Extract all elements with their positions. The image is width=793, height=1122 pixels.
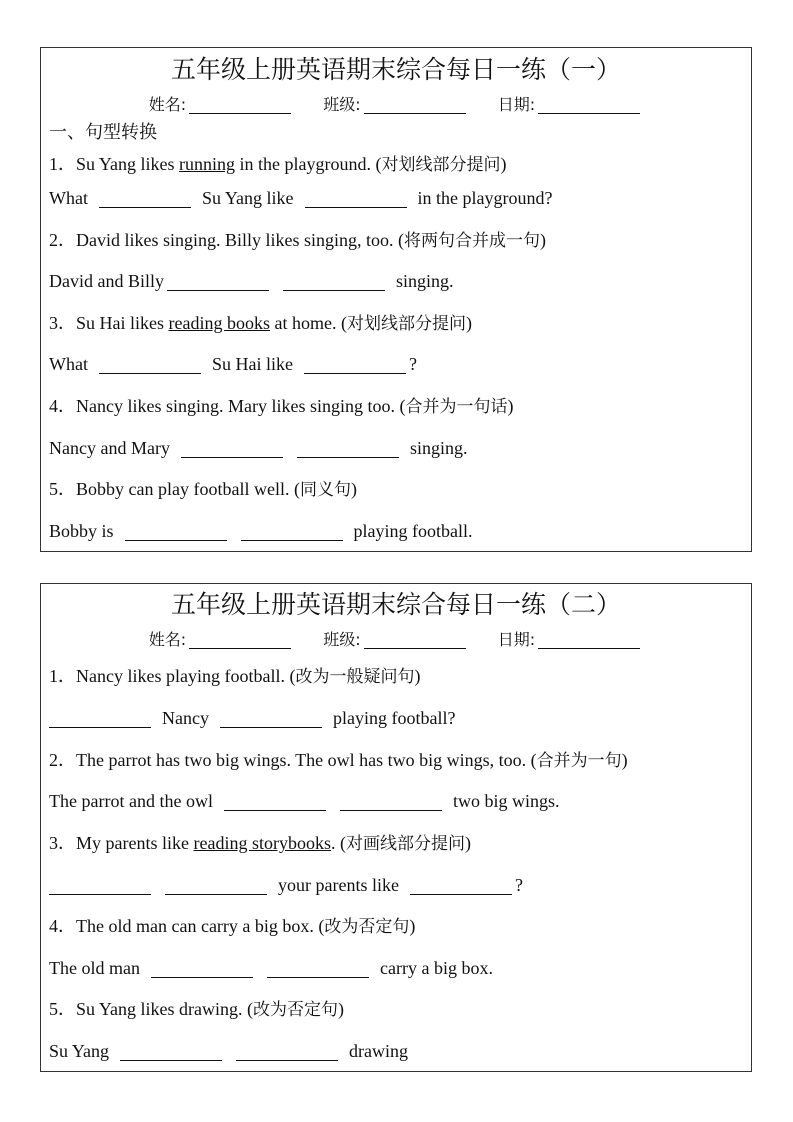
- answer-blank[interactable]: [305, 191, 407, 208]
- answer-2: The parrot and the owl two big wings.: [49, 791, 560, 811]
- question-4: 4．Nancy likes singing. Mary likes singing too. (合并为一句话): [49, 396, 514, 417]
- answer-blank[interactable]: [267, 961, 369, 978]
- exercise-title: 五年级上册英语期末综合每日一练（二）: [170, 590, 621, 619]
- student-info-row: [41, 630, 751, 650]
- answer-blank[interactable]: [49, 878, 151, 895]
- answer-2: David and Billy singing.: [49, 271, 454, 291]
- answer-blank[interactable]: [224, 794, 326, 811]
- question-4: 4．The old man can carry a big box. (改为否定句): [49, 916, 416, 937]
- answer-1: What Su Yang like in the playground?: [49, 188, 553, 208]
- answer-blank[interactable]: [165, 878, 267, 895]
- answer-4: Nancy and Mary singing.: [49, 438, 468, 458]
- name-field[interactable]: [149, 95, 294, 115]
- date-field[interactable]: [498, 630, 643, 650]
- answer-3: What Su Hai like ?: [49, 354, 417, 374]
- question-1: 1．Nancy likes playing football. (改为一般疑问句): [49, 666, 421, 687]
- answer-3: your parents like ?: [49, 873, 523, 897]
- underlined-phrase: running: [179, 154, 236, 174]
- question-5: 5．Su Yang likes drawing. (改为否定句): [49, 999, 345, 1020]
- answer-blank[interactable]: [241, 524, 343, 541]
- class-field[interactable]: [323, 95, 468, 115]
- class-label: 班级:: [323, 95, 361, 114]
- name-blank[interactable]: [189, 632, 291, 649]
- answer-blank[interactable]: [304, 357, 406, 374]
- question-5: 5．Bobby can play football well. (同义句): [49, 479, 357, 500]
- question-2: 2．The parrot has two big wings. The owl has two big wings, too. (合并为一句): [49, 750, 628, 771]
- name-field[interactable]: [149, 630, 294, 650]
- answer-blank[interactable]: [283, 274, 385, 291]
- date-label: 日期:: [497, 630, 536, 649]
- answer-blank[interactable]: [120, 1044, 222, 1061]
- date-blank[interactable]: [538, 97, 640, 114]
- answer-blank[interactable]: [236, 1044, 338, 1061]
- date-blank[interactable]: [538, 632, 640, 649]
- answer-blank[interactable]: [151, 961, 253, 978]
- answer-5: Su Yang drawing: [49, 1041, 409, 1061]
- answer-blank[interactable]: [220, 711, 322, 728]
- answer-1: Nancy playing football?: [49, 706, 455, 730]
- answer-blank[interactable]: [99, 191, 191, 208]
- exercise-title: 五年级上册英语期末综合每日一练（一）: [170, 55, 621, 84]
- section-title: 一、句型转换: [49, 122, 157, 143]
- date-label: 日期:: [497, 95, 536, 114]
- student-info-row: [41, 95, 751, 115]
- underlined-phrase: reading storybooks: [193, 833, 331, 853]
- class-blank[interactable]: [364, 632, 466, 649]
- answer-blank[interactable]: [340, 794, 442, 811]
- answer-blank[interactable]: [297, 441, 399, 458]
- answer-4: The old man carry a big box.: [49, 958, 493, 978]
- answer-blank[interactable]: [99, 357, 201, 374]
- answer-blank[interactable]: [125, 524, 227, 541]
- name-label: 姓名:: [148, 630, 187, 649]
- underlined-phrase: reading books: [168, 313, 270, 333]
- date-field[interactable]: [498, 95, 643, 115]
- name-label: 姓名:: [148, 95, 187, 114]
- question-3: 3．Su Hai likes reading books at home. (对划线部分提问): [49, 313, 472, 334]
- class-label: 班级:: [323, 630, 361, 649]
- exercise-card-1: [40, 47, 752, 552]
- question-2: 2．David likes singing. Billy likes singing, too. (将两句合并成一句): [49, 230, 546, 251]
- answer-blank[interactable]: [410, 878, 512, 895]
- answer-blank[interactable]: [167, 274, 269, 291]
- name-blank[interactable]: [189, 97, 291, 114]
- question-3: 3．My parents like reading storybooks. (对画线部分提问): [49, 833, 471, 854]
- question-1: 1．Su Yang likes running in the playground. (对划线部分提问): [49, 154, 507, 175]
- answer-blank[interactable]: [49, 711, 151, 728]
- class-field[interactable]: [323, 630, 468, 650]
- answer-5: Bobby is playing football.: [49, 521, 473, 541]
- exercise-card-2: [40, 583, 752, 1072]
- class-blank[interactable]: [364, 97, 466, 114]
- answer-blank[interactable]: [181, 441, 283, 458]
